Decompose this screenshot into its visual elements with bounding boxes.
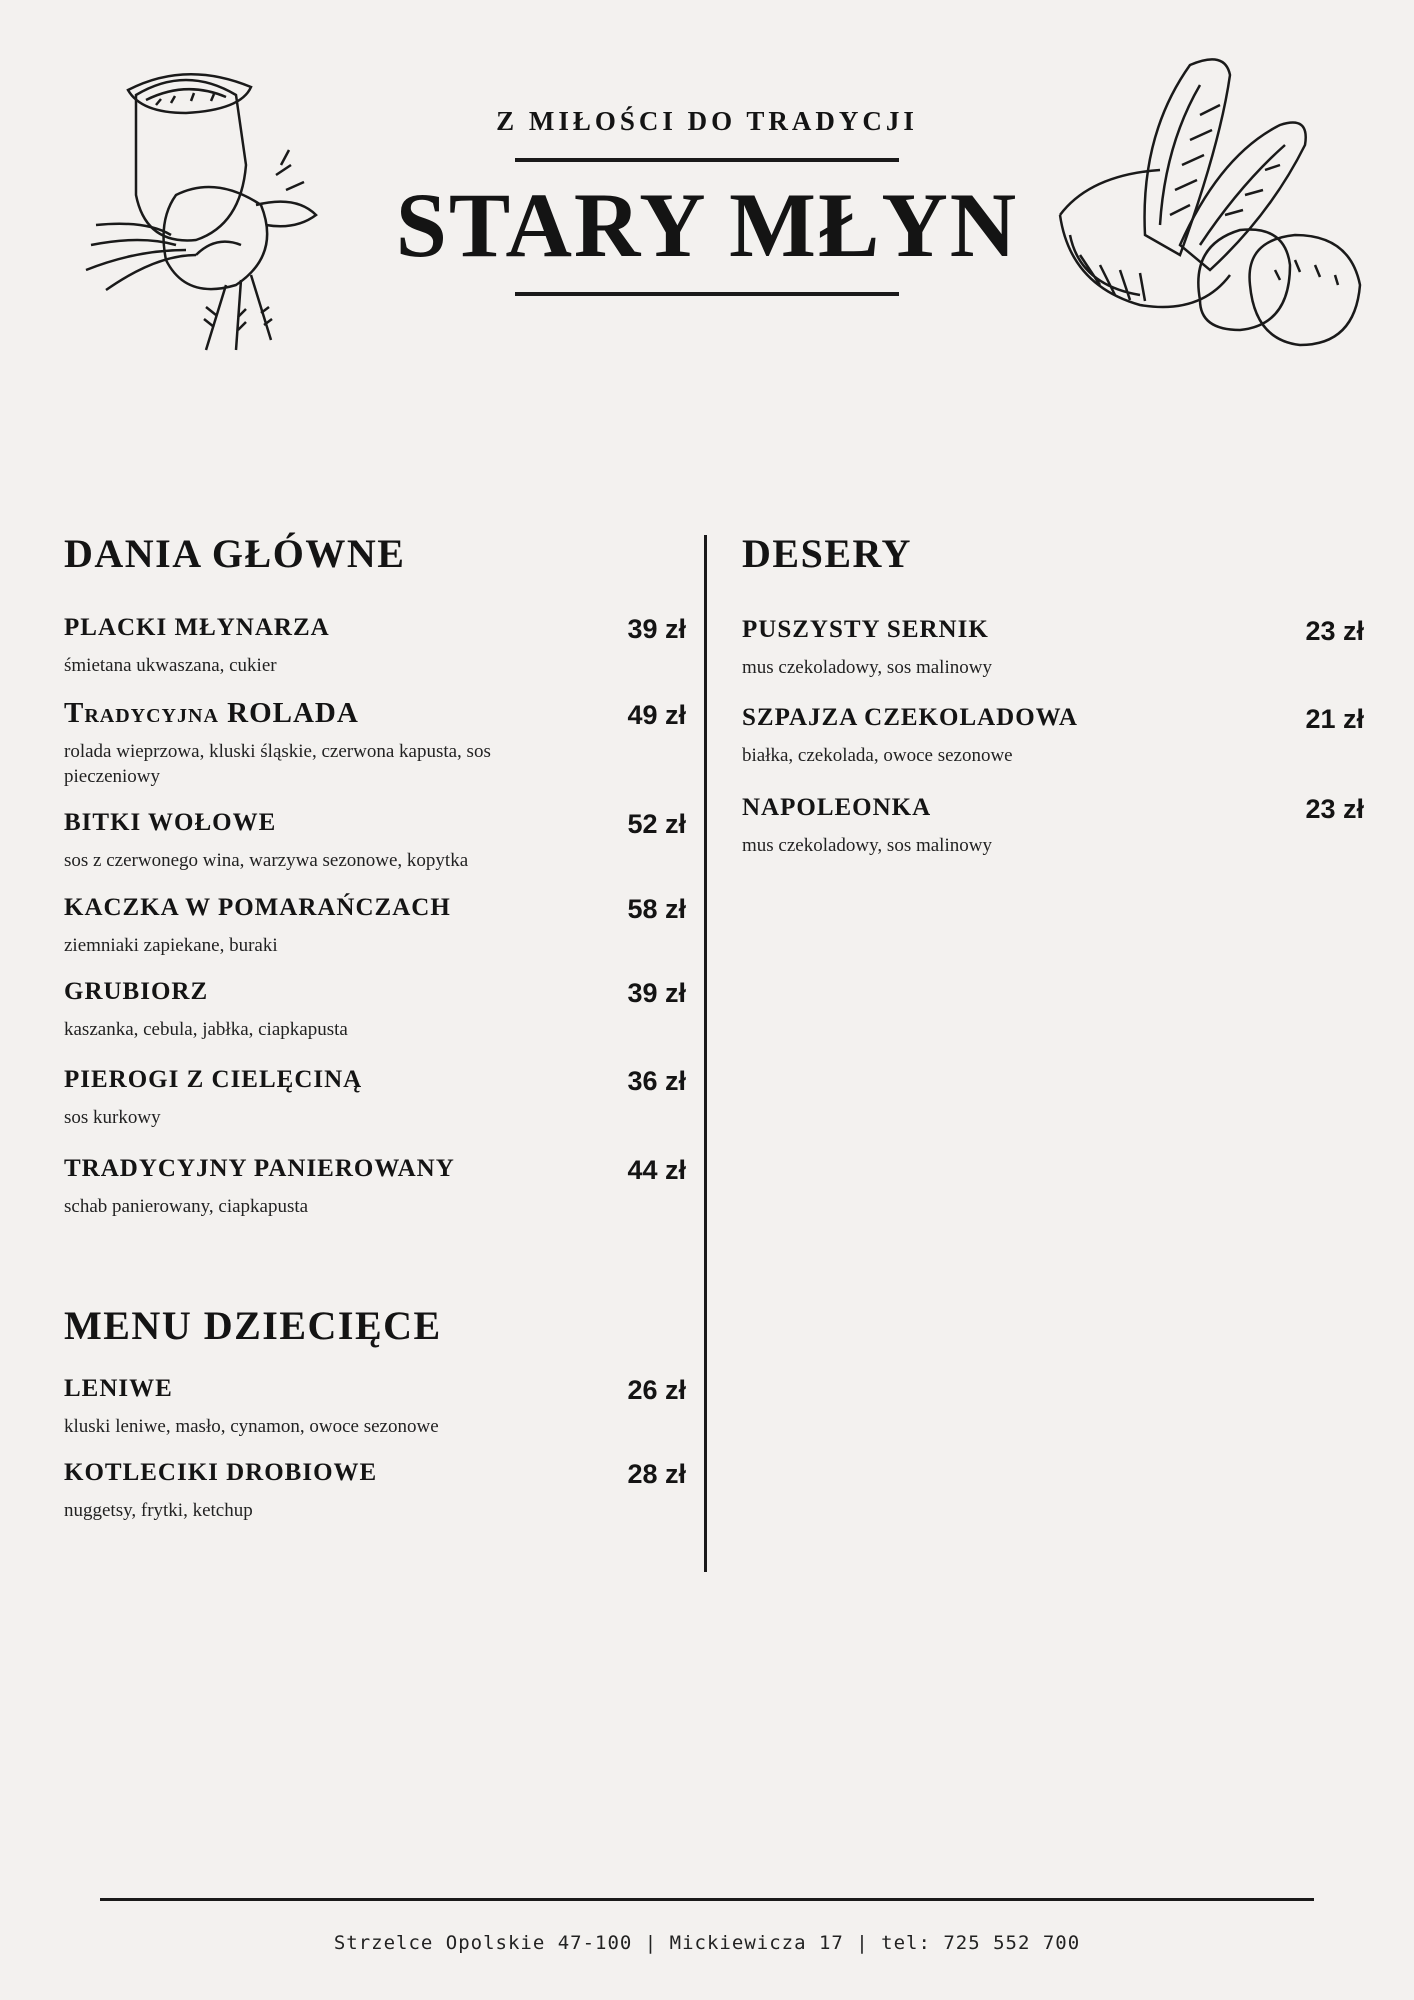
item-description: kluski leniwe, masło, cynamon, owoce sezonowe <box>64 1416 439 1437</box>
menu-item <box>64 1066 686 1146</box>
title-rule-bottom <box>515 292 899 296</box>
item-price: 23 zł <box>1305 794 1364 824</box>
footer-rule <box>100 1898 1314 1901</box>
menu-item <box>64 1155 686 1235</box>
item-description: mus czekoladowy, sos malinowy <box>742 657 992 678</box>
item-description: śmietana ukwaszana, cukier <box>64 655 277 676</box>
page-title: STARY MŁYN <box>395 174 1019 276</box>
item-price: 36 zł <box>627 1066 686 1096</box>
item-name: TRADYCYJNY PANIEROWANY <box>64 1155 455 1182</box>
section-title-desserts: DESERY <box>742 531 912 576</box>
menu-item <box>64 614 686 694</box>
item-name: KACZKA W POMARAŃCZACH <box>64 894 451 921</box>
item-description: nuggetsy, frytki, ketchup <box>64 1500 253 1521</box>
item-description: schab panierowany, ciapkapusta <box>64 1196 309 1217</box>
item-price: 52 zł <box>627 809 686 839</box>
menu-item <box>742 794 1364 874</box>
item-price: 49 zł <box>627 700 686 730</box>
item-price: 23 zł <box>1305 616 1364 646</box>
item-price: 39 zł <box>627 614 686 644</box>
item-name: SZPAJZA CZEKOLADOWA <box>742 704 1078 731</box>
item-description: sos kurkowy <box>64 1107 161 1128</box>
title-rule-top <box>515 158 899 162</box>
bread-basket-icon <box>1050 55 1370 355</box>
item-description: mus czekoladowy, sos malinowy <box>742 835 992 856</box>
footer-contact: Strzelce Opolskie 47-100 | Mickiewicza 17 | tel: 725 552 700 <box>333 1932 1081 1954</box>
item-name: KOTLECIKI DROBIOWE <box>64 1459 378 1486</box>
menu-item <box>64 894 686 974</box>
menu-item <box>64 697 686 787</box>
item-name: PIEROGI Z CIELĘCINĄ <box>64 1066 363 1093</box>
item-description: białka, czekolada, owoce sezonowe <box>742 745 1013 766</box>
item-name: Tradycyjna ROLADA <box>64 697 359 729</box>
item-description: rolada wieprzowa, kluski śląskie, czerwona kapusta, sos pieczeniowy <box>64 741 491 787</box>
item-price: 28 zł <box>627 1459 686 1489</box>
item-name: PUSZYSTY SERNIK <box>742 616 989 643</box>
menu-item <box>742 616 1364 696</box>
item-name: PLACKI MŁYNARZA <box>64 614 330 641</box>
item-name: GRUBIORZ <box>64 978 209 1005</box>
item-description: ziemniaki zapiekane, buraki <box>64 935 278 956</box>
item-price: 58 zł <box>627 894 686 924</box>
menu-item <box>64 1459 686 1539</box>
item-description: kaszanka, cebula, jabłka, ciapkapusta <box>64 1019 348 1040</box>
menu-item <box>742 704 1364 784</box>
item-name: LENIWE <box>64 1375 173 1402</box>
section-title-kids: MENU DZIECIĘCE <box>64 1303 442 1348</box>
item-price: 26 zł <box>627 1375 686 1405</box>
item-price: 39 zł <box>627 978 686 1008</box>
item-name: NAPOLEONKA <box>742 794 932 821</box>
section-title-main: DANIA GŁÓWNE <box>64 531 406 576</box>
item-price: 44 zł <box>627 1155 686 1185</box>
menu-item <box>64 809 686 889</box>
page-subtitle: Z MIŁOŚCI DO TRADYCJI <box>496 106 918 136</box>
column-divider <box>704 535 707 1572</box>
menu-item <box>64 978 686 1058</box>
item-description: sos z czerwonego wina, warzywa sezonowe, kopytka <box>64 850 469 871</box>
item-name: BITKI WOŁOWE <box>64 809 277 836</box>
menu-item <box>64 1375 686 1455</box>
item-price: 21 zł <box>1305 704 1364 734</box>
